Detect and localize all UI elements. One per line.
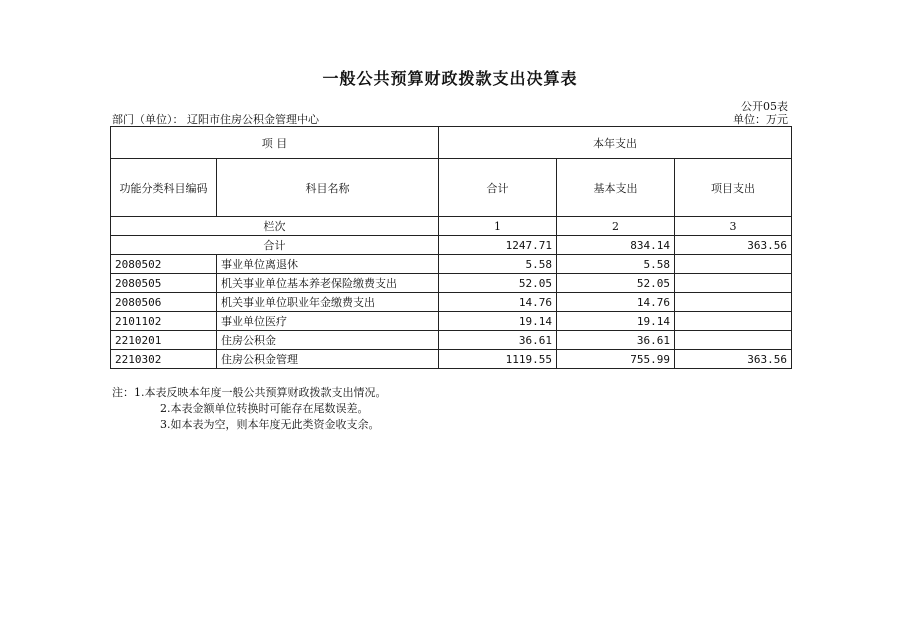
note-3: 3.如本表为空，则本年度无此类资金收支余。 [160,418,380,431]
summary-total: 1247.71 [439,236,557,255]
summary-row [111,236,792,255]
row-code: 2101102 [111,312,217,331]
note-1: 注：1.本表反映本年度一般公共预算财政拨款支出情况。 [112,386,387,399]
header-subject-name: 科目名称 [217,159,439,217]
row-project [675,312,792,331]
row-total: 36.61 [439,331,557,350]
table-row [111,293,792,312]
table-row [111,274,792,293]
row-name: 住房公积金管理 [217,350,439,369]
row-code: 2080502 [111,255,217,274]
table-row [111,312,792,331]
row-project [675,255,792,274]
row-name: 机关事业单位基本养老保险缴费支出 [217,274,439,293]
summary-label: 合计 [111,236,439,255]
header-basic: 基本支出 [557,159,675,217]
row-total: 14.76 [439,293,557,312]
row-basic: 36.61 [557,331,675,350]
row-basic: 755.99 [557,350,675,369]
report-title: 一般公共预算财政拨款支出决算表 [322,69,578,88]
row-basic: 19.14 [557,312,675,331]
row-basic: 14.76 [557,293,675,312]
row-name: 事业单位医疗 [217,312,439,331]
row-total: 52.05 [439,274,557,293]
row-project [675,274,792,293]
column-index-row [111,217,792,236]
form-number: 公开05表 [741,100,788,113]
row-name: 机关事业单位职业年金缴费支出 [217,293,439,312]
header-project: 项 目 [111,127,439,159]
row-project: 363.56 [675,350,792,369]
row-code: 2210302 [111,350,217,369]
column-index-3: 3 [675,217,792,236]
row-code: 2210201 [111,331,217,350]
department-label: 部门（单位）： 辽阳市住房公积金管理中心 [112,113,319,126]
row-project [675,331,792,350]
notes [112,385,387,433]
header-row-1 [111,127,792,159]
column-index-label: 栏次 [111,217,439,236]
row-total: 19.14 [439,312,557,331]
column-index-1: 1 [439,217,557,236]
column-index-2: 2 [557,217,675,236]
note-2: 2.本表金额单位转换时可能存在尾数误差。 [160,402,369,415]
row-project [675,293,792,312]
table-row [111,350,792,369]
row-basic: 5.58 [557,255,675,274]
header-current-expenditure: 本年支出 [439,127,792,159]
unit-label: 单位：万元 [733,113,788,126]
row-code: 2080505 [111,274,217,293]
summary-basic: 834.14 [557,236,675,255]
expenditure-table [110,126,792,369]
header-row-2 [111,159,792,217]
header-func-code: 功能分类科目编码 [111,159,217,217]
row-basic: 52.05 [557,274,675,293]
header-project-exp: 项目支出 [675,159,792,217]
summary-project: 363.56 [675,236,792,255]
row-total: 5.58 [439,255,557,274]
row-name: 事业单位离退休 [217,255,439,274]
row-code: 2080506 [111,293,217,312]
row-name: 住房公积金 [217,331,439,350]
row-total: 1119.55 [439,350,557,369]
table-row [111,255,792,274]
table-row [111,331,792,350]
header-total: 合计 [439,159,557,217]
